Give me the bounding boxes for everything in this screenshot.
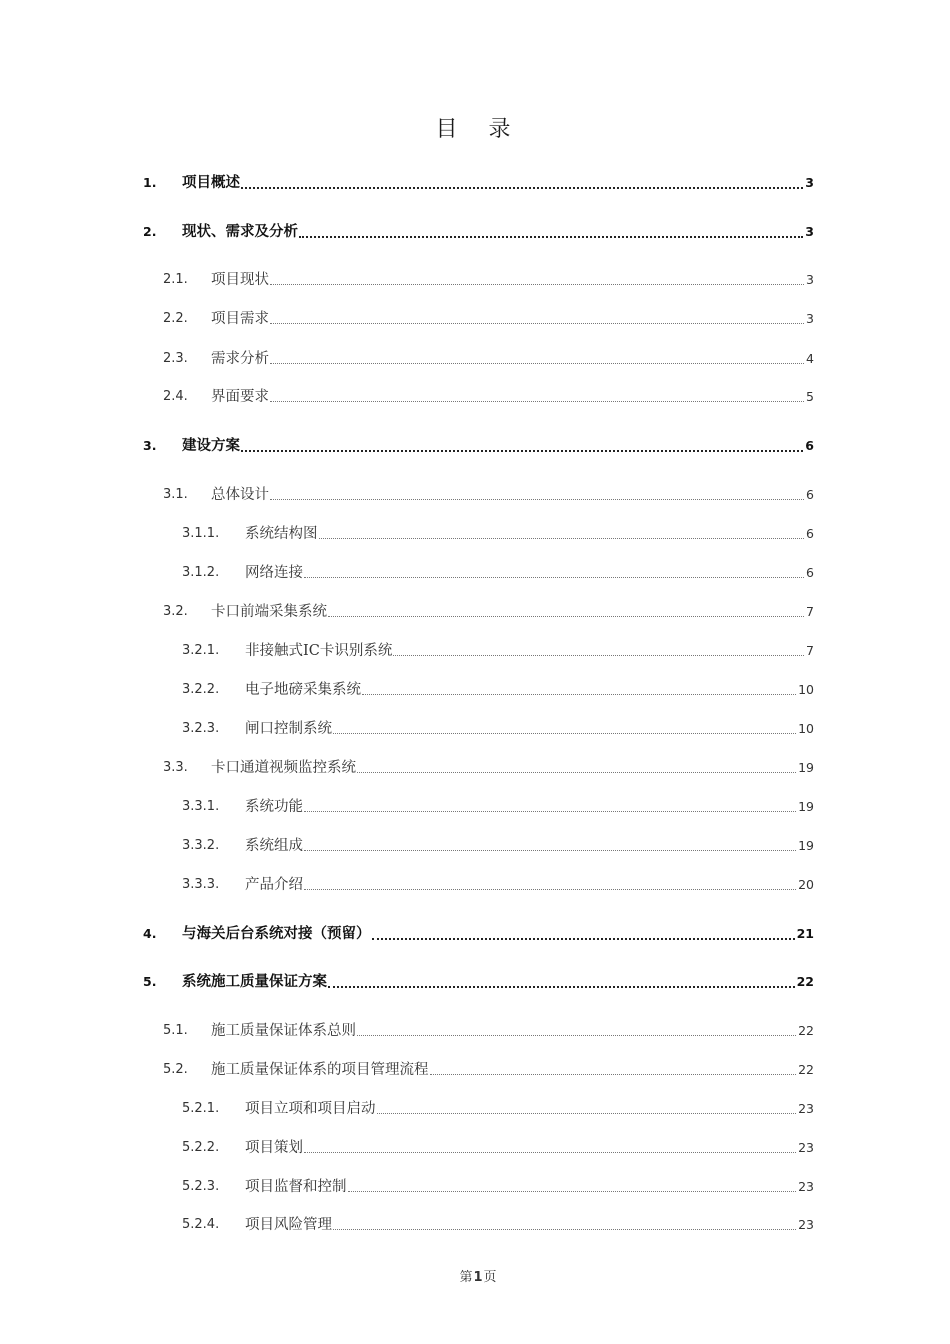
toc-entry-page: 7 xyxy=(806,643,814,658)
toc-entry-number: 4. xyxy=(143,926,157,941)
toc-entry-number: 1. xyxy=(143,175,157,190)
toc-entry-number: 3.1.1. xyxy=(182,526,220,541)
dot-leader xyxy=(299,236,803,238)
toc-entry-page: 6 xyxy=(806,565,814,580)
toc-entry[interactable] xyxy=(0,601,950,623)
toc-entry-number: 3.3.3. xyxy=(182,877,220,892)
dot-leader xyxy=(357,1035,796,1036)
toc-entry-line xyxy=(211,1059,814,1081)
toc-entry-line xyxy=(245,835,814,857)
toc-entry[interactable] xyxy=(0,562,950,584)
toc-entry-page: 4 xyxy=(806,351,814,366)
toc-entry-number: 5.2. xyxy=(163,1062,188,1077)
toc-entry-number: 5.2.1. xyxy=(182,1101,220,1116)
toc-entry-text: 项目立项和项目启动 xyxy=(245,1101,376,1117)
toc-entry[interactable] xyxy=(0,523,950,545)
dot-leader xyxy=(362,694,796,695)
toc-entry-number: 5.1. xyxy=(163,1023,188,1038)
toc-entry-text: 系统施工质量保证方案 xyxy=(182,973,327,990)
dot-leader xyxy=(270,401,804,402)
toc-entry[interactable] xyxy=(0,172,950,194)
toc-entry-line xyxy=(211,308,814,330)
toc-title: 目 录 xyxy=(435,117,523,142)
toc-entry-number: 3. xyxy=(143,438,157,453)
toc-entry-line xyxy=(211,269,814,291)
toc-entry-page: 5 xyxy=(806,389,814,404)
toc-entry-number: 3.1.2. xyxy=(182,565,220,580)
dot-leader xyxy=(304,1152,796,1153)
toc-entry-text: 总体设计 xyxy=(211,487,269,503)
toc-entry-number: 3.2.1. xyxy=(182,643,220,658)
toc-entry-page: 6 xyxy=(806,526,814,541)
toc-entry-text: 系统功能 xyxy=(245,799,303,815)
toc-entry-text: 卡口通道视频监控系统 xyxy=(211,760,356,776)
toc-entry-page: 3 xyxy=(806,311,814,326)
toc-entry-number: 3.2.2. xyxy=(182,682,220,697)
toc-entry[interactable] xyxy=(0,757,950,779)
toc-entry-page: 3 xyxy=(806,272,814,287)
toc-entry-text: 界面要求 xyxy=(211,389,269,405)
footer-prefix: 第 xyxy=(459,1270,473,1285)
toc-entry-page: 21 xyxy=(796,926,814,941)
dot-leader xyxy=(372,938,795,940)
toc-entry-line xyxy=(245,1137,814,1159)
toc-entry-number: 3.3. xyxy=(163,760,188,775)
toc-entry-line xyxy=(211,484,814,506)
toc-entry[interactable] xyxy=(0,1137,950,1159)
toc-entry-page: 10 xyxy=(798,721,814,736)
dot-leader xyxy=(319,538,805,539)
toc-entry-number: 2.3. xyxy=(163,351,188,366)
dot-leader xyxy=(270,323,804,324)
toc-entry-page: 22 xyxy=(798,1062,814,1077)
footer-suffix: 页 xyxy=(483,1270,497,1285)
toc-entry-line xyxy=(245,796,814,818)
dot-leader xyxy=(377,1113,797,1114)
toc-entry-line xyxy=(182,172,814,194)
toc-entry-page: 6 xyxy=(806,487,814,502)
dot-leader xyxy=(304,889,796,890)
toc-entry[interactable] xyxy=(0,718,950,740)
toc-entry-text: 施工质量保证体系的项目管理流程 xyxy=(211,1062,429,1078)
toc-entry-number: 3.3.2. xyxy=(182,838,220,853)
dot-leader xyxy=(357,772,796,773)
toc-entry-number: 2.1. xyxy=(163,272,188,287)
toc-entry-page: 20 xyxy=(798,877,814,892)
toc-entry[interactable] xyxy=(0,348,950,370)
toc-entry-text: 需求分析 xyxy=(211,351,269,367)
toc-entry-text: 项目概述 xyxy=(182,174,240,191)
toc-entry-text: 非接触式IC卡识别系统 xyxy=(245,643,393,659)
dot-leader xyxy=(333,733,796,734)
toc-entry[interactable] xyxy=(0,1176,950,1198)
dot-leader xyxy=(241,450,803,452)
toc-entry[interactable] xyxy=(0,1098,950,1120)
toc-entry-page: 19 xyxy=(798,838,814,853)
dot-leader xyxy=(328,616,804,617)
page-footer xyxy=(0,1266,950,1285)
dot-leader xyxy=(270,363,804,364)
toc-entry[interactable] xyxy=(0,971,950,993)
toc-entry-page: 22 xyxy=(798,1023,814,1038)
toc-entry[interactable] xyxy=(0,1020,950,1042)
toc-entry-page: 10 xyxy=(798,682,814,697)
toc-entry-page: 23 xyxy=(798,1101,814,1116)
toc-entry-number: 3.1. xyxy=(163,487,188,502)
toc-entry-text: 系统结构图 xyxy=(245,526,318,542)
toc-entry[interactable] xyxy=(0,835,950,857)
dot-leader xyxy=(270,284,804,285)
toc-entry[interactable] xyxy=(0,679,950,701)
toc-entry-number: 2.2. xyxy=(163,311,188,326)
toc-entry-line xyxy=(211,1020,814,1042)
dot-leader xyxy=(241,187,803,189)
toc-entry-number: 5. xyxy=(143,974,157,989)
toc-entry-line xyxy=(245,874,814,896)
toc-entry-text: 网络连接 xyxy=(245,565,303,581)
toc-entry[interactable] xyxy=(0,1059,950,1081)
toc-entry-page: 23 xyxy=(798,1140,814,1155)
toc-entry-number: 5.2.4. xyxy=(182,1217,220,1232)
toc-entry-line xyxy=(245,523,814,545)
toc-entry-page: 6 xyxy=(805,438,814,453)
toc-entry-text: 现状、需求及分析 xyxy=(182,223,298,240)
toc-entry-text: 项目监督和控制 xyxy=(245,1179,347,1195)
toc-entry-number: 3.2.3. xyxy=(182,721,220,736)
toc-entry-line xyxy=(211,757,814,779)
toc-entry-page: 23 xyxy=(798,1217,814,1232)
toc-entry-text: 电子地磅采集系统 xyxy=(245,682,361,698)
toc-entry-line xyxy=(182,971,814,993)
dot-leader xyxy=(333,1229,796,1230)
toc-entry[interactable] xyxy=(0,308,950,330)
dot-leader xyxy=(304,577,804,578)
toc-entry-text: 项目现状 xyxy=(211,272,269,288)
dot-leader xyxy=(304,850,796,851)
toc-entry-number: 3.2. xyxy=(163,604,188,619)
toc-entry[interactable] xyxy=(0,386,950,408)
dot-leader xyxy=(328,986,795,988)
toc-entry-text: 与海关后台系统对接（预留） xyxy=(182,925,371,942)
toc-entry[interactable] xyxy=(0,1214,950,1236)
toc-entry-text: 施工质量保证体系总则 xyxy=(211,1023,356,1039)
toc-entry-line xyxy=(245,562,814,584)
toc-entry-line xyxy=(211,348,814,370)
toc-entry-line xyxy=(182,923,814,945)
toc-entry[interactable] xyxy=(0,269,950,291)
toc-entry-line xyxy=(245,1176,814,1198)
toc-entry-number: 5.2.3. xyxy=(182,1179,220,1194)
toc-entry-text: 系统组成 xyxy=(245,838,303,854)
dot-leader xyxy=(270,499,804,500)
toc-entry-text: 产品介绍 xyxy=(245,877,303,893)
toc-entry-page: 3 xyxy=(805,224,814,239)
toc-entry-line xyxy=(245,718,814,740)
toc-entry-line xyxy=(245,640,814,662)
toc-entry-number: 2.4. xyxy=(163,389,188,404)
toc-entry-page: 19 xyxy=(798,760,814,775)
toc-entry-page: 23 xyxy=(798,1179,814,1194)
toc-entry-line xyxy=(211,601,814,623)
toc-entry-text: 建设方案 xyxy=(182,437,240,454)
toc-entry-page: 7 xyxy=(806,604,814,619)
toc-entry-number: 3.3.1. xyxy=(182,799,220,814)
toc-entry-page: 3 xyxy=(805,175,814,190)
dot-leader xyxy=(430,1074,797,1075)
toc-entry[interactable] xyxy=(0,874,950,896)
toc-entry-text: 项目风险管理 xyxy=(245,1217,332,1233)
dot-leader xyxy=(348,1191,797,1192)
toc-entry-text: 闸口控制系统 xyxy=(245,721,332,737)
toc-entry-line xyxy=(182,221,814,243)
toc-entry-line xyxy=(182,435,814,457)
toc-entry[interactable] xyxy=(0,796,950,818)
toc-entry-line xyxy=(211,386,814,408)
toc-entry[interactable] xyxy=(0,221,950,243)
toc-entry-text: 卡口前端采集系统 xyxy=(211,604,327,620)
dot-leader xyxy=(393,655,804,656)
toc-entry-page: 19 xyxy=(798,799,814,814)
toc-entry[interactable] xyxy=(0,484,950,506)
toc-entry[interactable] xyxy=(0,923,950,945)
toc-entry-text: 项目需求 xyxy=(211,311,269,327)
toc-entry[interactable] xyxy=(0,435,950,457)
toc-entry-line xyxy=(245,1098,814,1120)
toc-entry-text: 项目策划 xyxy=(245,1140,303,1156)
toc-entry-line xyxy=(245,679,814,701)
toc-entry-line xyxy=(245,1214,814,1236)
toc-entry-number: 5.2.2. xyxy=(182,1140,220,1155)
toc-entry[interactable] xyxy=(0,640,950,662)
toc-entry-page: 22 xyxy=(796,974,814,989)
footer-page-number: 1 xyxy=(473,1270,483,1285)
dot-leader xyxy=(304,811,796,812)
toc-entry-number: 2. xyxy=(143,224,157,239)
